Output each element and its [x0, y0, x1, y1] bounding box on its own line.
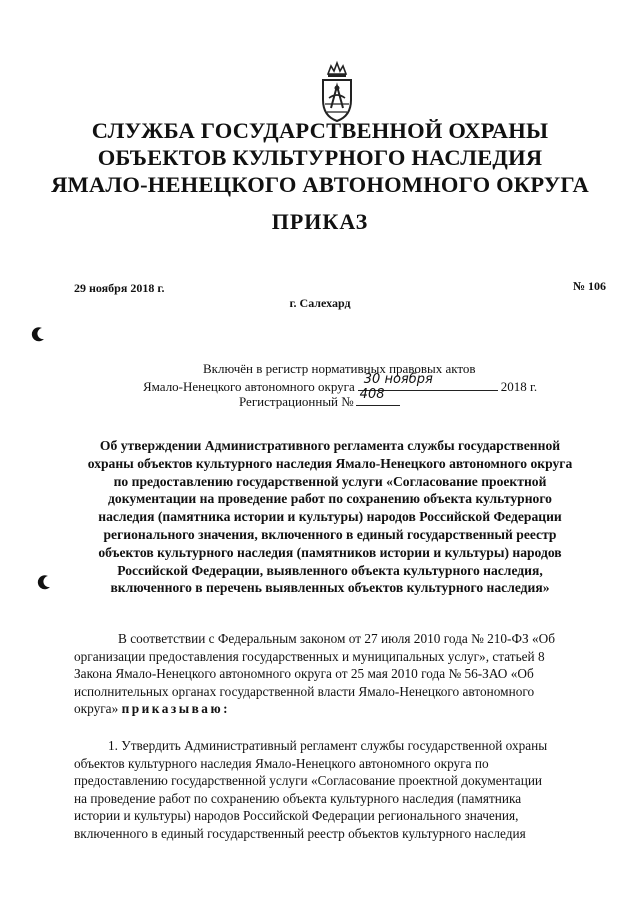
handwritten-date: 30 ноября: [363, 372, 433, 387]
subject-line: объектов культурного наследия (памятников истории и культуры) народов: [98, 544, 562, 560]
subject-line: наследия (памятника истории и культуры) народов Российской Федерации: [98, 509, 562, 525]
registry-line-1: Включён в регистр нормативных правовых актов: [203, 361, 476, 376]
order-city: г. Салехард: [289, 296, 351, 310]
registry-number-field: [356, 387, 400, 406]
preamble-paragraph: [74, 630, 604, 718]
body-line-last: [74, 700, 604, 718]
registry-region: Ямало-Ненецкого автономного округа: [143, 379, 355, 394]
body-line: организации предоставления государственных и муниципальных услуг», статьей 8: [74, 648, 545, 664]
subject-line: по предоставлению государственной услуги «Согласование проектной: [113, 473, 547, 489]
subject-line: Российской Федерации, выявленного объекта культурного наследия,: [117, 562, 543, 578]
body-line: исполнительных органах государственной власти Ямало-Ненецкого автономного: [74, 683, 535, 699]
body-line: истории и культуры) народов Российской Федерации регионального значения,: [74, 808, 519, 823]
hole-punch-mark-icon: [30, 326, 46, 342]
subject-line: включенного в перечень выявленных объектов культурного наследия»: [110, 580, 550, 596]
body-line: 1. Утвердить Административный регламент службы государственной охраны: [108, 738, 548, 753]
order-date: 29 ноября 2018 г.: [74, 281, 165, 295]
subject-line: документации на проведение работ по сохранению объекта культурного: [108, 491, 552, 507]
handwritten-number: 408: [359, 387, 385, 402]
registry-number-label: Регистрационный №: [239, 394, 354, 409]
order-number: № 106: [572, 279, 606, 293]
body-line: включенного в единый государственный реестр объектов культурного наследия: [74, 825, 526, 841]
body-line: объектов культурного наследия Ямало-Ненецкого автономного округа по: [74, 755, 489, 771]
clause-1-paragraph: [74, 737, 604, 842]
subject-line: регионального значения, включенного в единый государственный реестр: [103, 526, 557, 542]
registry-line-3: [239, 387, 400, 410]
body-line: на проведение работ по сохранению объекта культурного наследия (памятника: [74, 790, 522, 806]
org-line: ОБЪЕКТОВ КУЛЬТУРНОГО НАСЛЕДИЯ: [97, 145, 543, 170]
body-line: В соответствии с Федеральным законом от 27 июля 2010 года № 210-ФЗ «Об: [118, 631, 555, 646]
organization-name: [20, 117, 620, 198]
org-line: СЛУЖБА ГОСУДАРСТВЕННОЙ ОХРАНЫ: [91, 118, 549, 143]
subject-line: охраны объектов культурного наследия Ямало-Ненецкого автономного округа: [87, 455, 573, 471]
document-title: ПРИКАЗ: [271, 209, 369, 234]
order-subject: [60, 437, 600, 597]
body-line-prefix: округа»: [74, 701, 119, 716]
subject-line: Об утверждении Административного регламента службы государственной: [99, 438, 561, 453]
coat-of-arms-icon: [317, 60, 357, 124]
body-line: Закона Ямало-Ненецкого автономного округа от 25 мая 2010 года № 56-ЗАО «Об: [74, 666, 534, 681]
hole-punch-mark-icon: [36, 574, 52, 590]
org-line: ЯМАЛО-НЕНЕЦКОГО АВТОНОМНОГО ОКРУГА: [51, 172, 589, 197]
body-line: предоставлению государственной услуги «Согласование проектной документации: [74, 773, 543, 788]
registry-year: 2018 г.: [500, 379, 538, 394]
order-word: приказываю:: [121, 701, 231, 716]
